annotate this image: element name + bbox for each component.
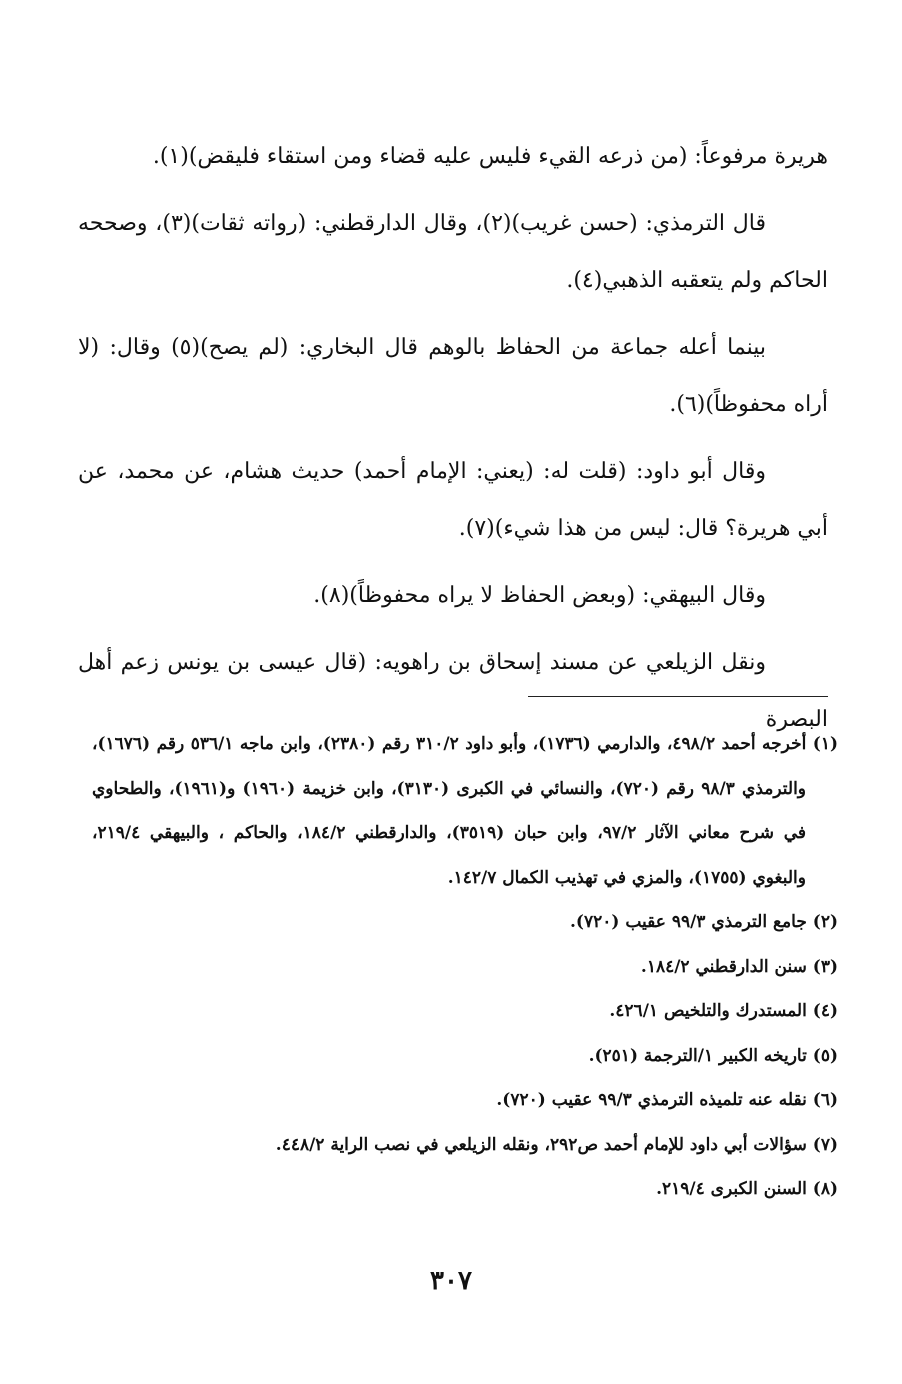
body-paragraph: هريرة مرفوعاً: (من ذرعه القيء فليس عليه قضاء ومن استقاء فليقض)(١).	[152, 144, 828, 169]
body-paragraph: وقال البيهقي: (وبعض الحفاظ لا يراه محفوظاً)(٨).	[313, 583, 766, 608]
body-paragraph: بينما أعله جماعة من الحفاظ بالوهم قال البخاري: (لم يصح)(٥) وقال: (لا أراه محفوظاً)(٦).	[78, 335, 828, 417]
footnote-item: (٦) نقله عنه تلميذه الترمذي ٩٩/٣ عقيب (٧٢٠).	[496, 1090, 838, 1110]
footnote-item: (٢) جامع الترمذي ٩٩/٣ عقيب (٧٢٠).	[569, 912, 838, 932]
footnote-item: (٣) سنن الدارقطني ١٨٤/٢.	[640, 956, 838, 977]
footnote-item: (١) أخرجه أحمد ٤٩٨/٢، والدارمي (١٧٣٦)، وأبو داود ٣١٠/٢ رقم (٢٣٨٠)، وابن ماجه ٥٣٦/١ رقم (١٦٧٦)، والترمذي ٩٨/٣ رقم (٧٢٠)، والنسائي في الكبرى (٣١٣٠)، وابن خزيمة (١٩٦٠) و(١٩٦١)، والطحاوي في شرح معاني الآثار ٩٧/٢، وابن حبان (٣٥١٩)، والدارقطني ١٨٤/٢، والحاكم ، والبيهقي ٢١٩/٤، والبغوي (١٧٥٥)، والمزي في تهذيب الكمال ١٤٢/٧.	[92, 734, 838, 888]
footnote-item: (٤) المستدرك والتلخيص ٤٢٦/١.	[609, 1001, 838, 1021]
footnotes	[92, 722, 838, 1212]
page-number: ٣٠٧	[430, 1266, 472, 1296]
footnote-item: (٨) السنن الكبرى ٢١٩/٤.	[656, 1179, 838, 1199]
body-paragraph: ونقل الزيلعي عن مسند إسحاق بن راهويه: (قال عيسى بن يونس زعم أهل البصرة	[78, 650, 828, 732]
main-text	[78, 128, 828, 758]
body-paragraph: قال الترمذي: (حسن غريب)(٢)، وقال الدارقطني: (رواته ثقات)(٣)، وصححه الحاكم ولم يتعقبه الذهبي(٤).	[78, 211, 828, 293]
footnote-item: (٧) سؤالات أبي داود للإمام أحمد ص٢٩٢، ونقله الزيلعي في نصب الراية ٤٤٨/٢.	[275, 1134, 838, 1155]
body-paragraph: وقال أبو داود: (قلت له: (يعني: الإمام أحمد) حديث هشام، عن محمد، عن أبي هريرة؟ قال: ليس من هذا شيء)(٧).	[78, 459, 828, 541]
footnote-separator	[528, 696, 828, 697]
footnote-item: (٥) تاريخه الكبير ١/الترجمة (٢٥١).	[588, 1045, 838, 1066]
